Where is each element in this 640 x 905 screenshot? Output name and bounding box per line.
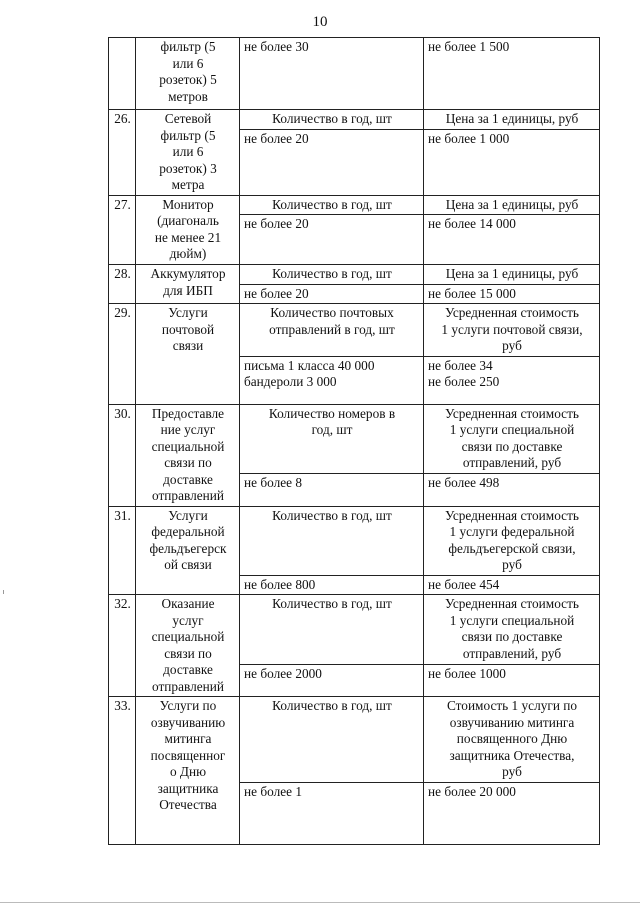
- price-value: не более 454: [424, 575, 600, 595]
- item-name: фильтр (5 или 6 розеток) 5 метров: [136, 38, 240, 110]
- quantity-value: не более 20: [240, 215, 424, 265]
- quantity-value: не более 1: [240, 782, 424, 844]
- quantity-header: Количество в год, шт: [240, 265, 424, 285]
- item-name: Аккумулятор для ИБП: [136, 265, 240, 304]
- row-number: 31.: [109, 506, 136, 595]
- table-row: [109, 595, 600, 665]
- table-row: [109, 195, 600, 215]
- price-value: не более 14 000: [424, 215, 600, 265]
- quantity-value: не более 30: [240, 38, 424, 110]
- table-row: [109, 506, 600, 575]
- quantity-header: Количество в год, шт: [240, 595, 424, 665]
- row-number: 33.: [109, 697, 136, 845]
- quantity-value: письма 1 класса 40 000 бандероли 3 000: [240, 356, 424, 404]
- row-number: 32.: [109, 595, 136, 697]
- table-row: [109, 38, 600, 110]
- quantity-header: Количество в год, шт: [240, 195, 424, 215]
- table-row: [109, 304, 600, 357]
- quantity-value: не более 8: [240, 474, 424, 506]
- table-row: [109, 697, 600, 783]
- table-row: [109, 110, 600, 130]
- price-value: не более 34 не более 250: [424, 356, 600, 404]
- price-header: Усредненная стоимость 1 услуги федеральной фельдъегерской связи, руб: [424, 506, 600, 575]
- price-header: Усредненная стоимость 1 услуги специальной связи по доставке отправлений, руб: [424, 595, 600, 665]
- row-number: 28.: [109, 265, 136, 304]
- row-number: 27.: [109, 195, 136, 265]
- quantity-value: не более 800: [240, 575, 424, 595]
- row-number: 29.: [109, 304, 136, 405]
- quantity-value: не более 20: [240, 284, 424, 304]
- price-value: не более 498: [424, 474, 600, 506]
- quantity-header: Количество в год, шт: [240, 110, 424, 130]
- table-row: [109, 265, 600, 285]
- price-header: Цена за 1 единицы, руб: [424, 195, 600, 215]
- price-header: Цена за 1 единицы, руб: [424, 110, 600, 130]
- page-number: 10: [312, 14, 328, 30]
- item-name: Услуги почтовой связи: [136, 304, 240, 405]
- quantity-header: Количество в год, шт: [240, 697, 424, 783]
- scan-edge-mark: [3, 590, 4, 594]
- price-value: не более 15 000: [424, 284, 600, 304]
- price-header: Стоимость 1 услуги по озвучиванию митинга посвященного Дню защитника Отечества, руб: [424, 697, 600, 783]
- quantity-header: Количество в год, шт: [240, 506, 424, 575]
- item-name: Сетевой фильтр (5 или 6 розеток) 3 метра: [136, 110, 240, 196]
- item-name: Монитор (диагональ не менее 21 дюйм): [136, 195, 240, 265]
- quantity-header: Количество почтовых отправлений в год, шт: [240, 304, 424, 357]
- price-value: не более 1 000: [424, 129, 600, 195]
- item-name: Оказание услуг специальной связи по доставке отправлений: [136, 595, 240, 697]
- quantity-value: не более 20: [240, 129, 424, 195]
- price-value: не более 20 000: [424, 782, 600, 844]
- quantity-value: не более 2000: [240, 664, 424, 696]
- row-number: 26.: [109, 110, 136, 196]
- price-value: не более 1 500: [424, 38, 600, 110]
- item-name: Услуги федеральной фельдъегерск ой связи: [136, 506, 240, 595]
- table-row: [109, 404, 600, 474]
- norms-table: [108, 37, 600, 845]
- item-name: Услуги по озвучиванию митинга посвященног о Дню защитника Отечества: [136, 697, 240, 845]
- price-header: Усредненная стоимость 1 услуги специальной связи по доставке отправлений, руб: [424, 404, 600, 474]
- row-number: [109, 38, 136, 110]
- item-name: Предоставле ние услуг специальной связи по доставке отправлений: [136, 404, 240, 506]
- page-bottom-edge: [0, 902, 640, 903]
- row-number: 30.: [109, 404, 136, 506]
- price-value: не более 1000: [424, 664, 600, 696]
- price-header: Усредненная стоимость 1 услуги почтовой связи, руб: [424, 304, 600, 357]
- quantity-header: Количество номеров в год, шт: [240, 404, 424, 474]
- price-header: Цена за 1 единицы, руб: [424, 265, 600, 285]
